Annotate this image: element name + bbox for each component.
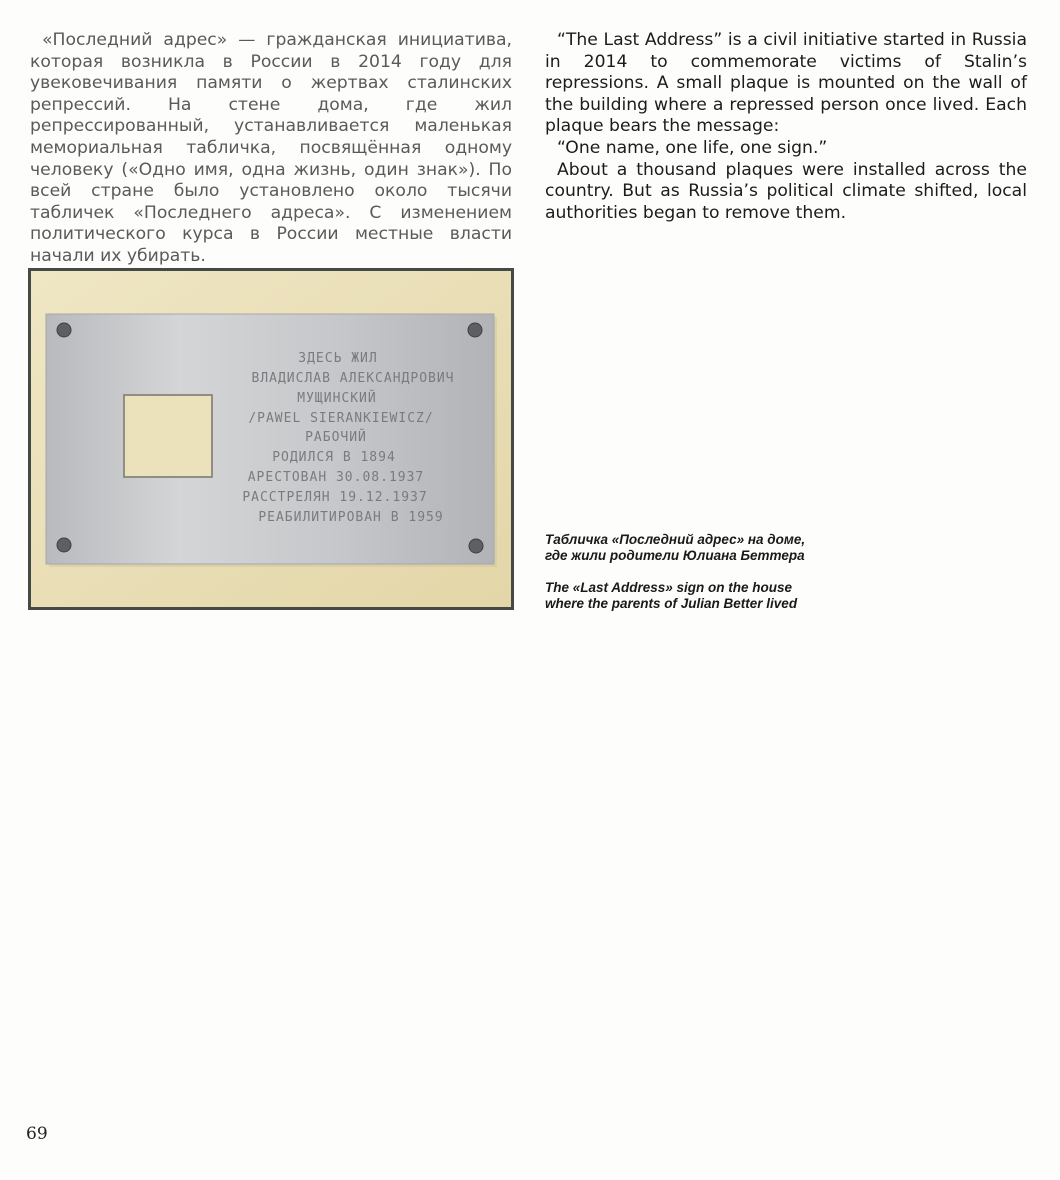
english-paragraph-1: “The Last Address” is a civil initiative started in Russia in 2014 to commemorate victims of Stalin’s repressions. A small plaque is mounted on the wall of the building where a repressed person once lived. Each plaque bears the message: <box>545 30 1027 137</box>
plaque-line: МУЩИНСКИЙ <box>297 391 377 406</box>
caption-ru-line-2: где жили родители Юлиана Беттера <box>545 548 805 563</box>
photo-window-cutout <box>124 395 212 477</box>
plaque-line: ВЛАДИСЛАВ АЛЕКСАНДРОВИЧ <box>251 371 455 386</box>
plaque-photo <box>28 268 514 610</box>
plaque-line: /PAWEL SIERANKIEWICZ/ <box>248 411 434 426</box>
plaque-line: РОДИЛСЯ В 1894 <box>272 450 396 465</box>
english-paragraph-3: About a thousand plaques were installed across the country. But as Russia’s political climate shifted, local authorities began to remove them. <box>545 159 1027 223</box>
photo-caption-english <box>545 580 865 612</box>
photo-caption-russian <box>545 532 865 564</box>
caption-en-line-1: The «Last Address» sign on the house <box>545 580 793 595</box>
plaque-line: АРЕСТОВАН 30.08.1937 <box>247 470 425 485</box>
page-number: 69 <box>26 1124 48 1144</box>
plaque-line: РАССТРЕЛЯН 19.12.1937 <box>242 490 428 505</box>
plaque-photo-image <box>31 271 511 607</box>
english-text-column <box>545 30 1027 224</box>
plaque-line: РАБОЧИЙ <box>305 430 367 445</box>
english-paragraph-2: “One name, one life, one sign.” <box>557 137 828 158</box>
caption-en-line-2: where the parents of Julian Better lived <box>545 596 798 611</box>
russian-paragraph: «Последний адрес» — гражданская инициатива, которая возникла в России в 2014 году для увековечивания памяти о жертвах сталинских репрессий. На стене дома, где жил репрессированный, устанавливается маленькая мемориальная табличка, посвящённая одному человеку («Одно имя, одна жизнь, один знак»). По всей стране было установлено около тысячи табличек «Последнего адреса». С изменением политического курса в России местные власти начали их убирать. <box>30 30 512 266</box>
plaque-line: ЗДЕСЬ ЖИЛ <box>298 351 378 366</box>
plaque-line: РЕАБИЛИТИРОВАН В 1959 <box>258 510 444 525</box>
caption-ru-line-1: Табличка «Последний адрес» на доме, <box>545 532 806 547</box>
metal-plaque <box>46 314 494 564</box>
russian-text-column <box>30 30 512 268</box>
